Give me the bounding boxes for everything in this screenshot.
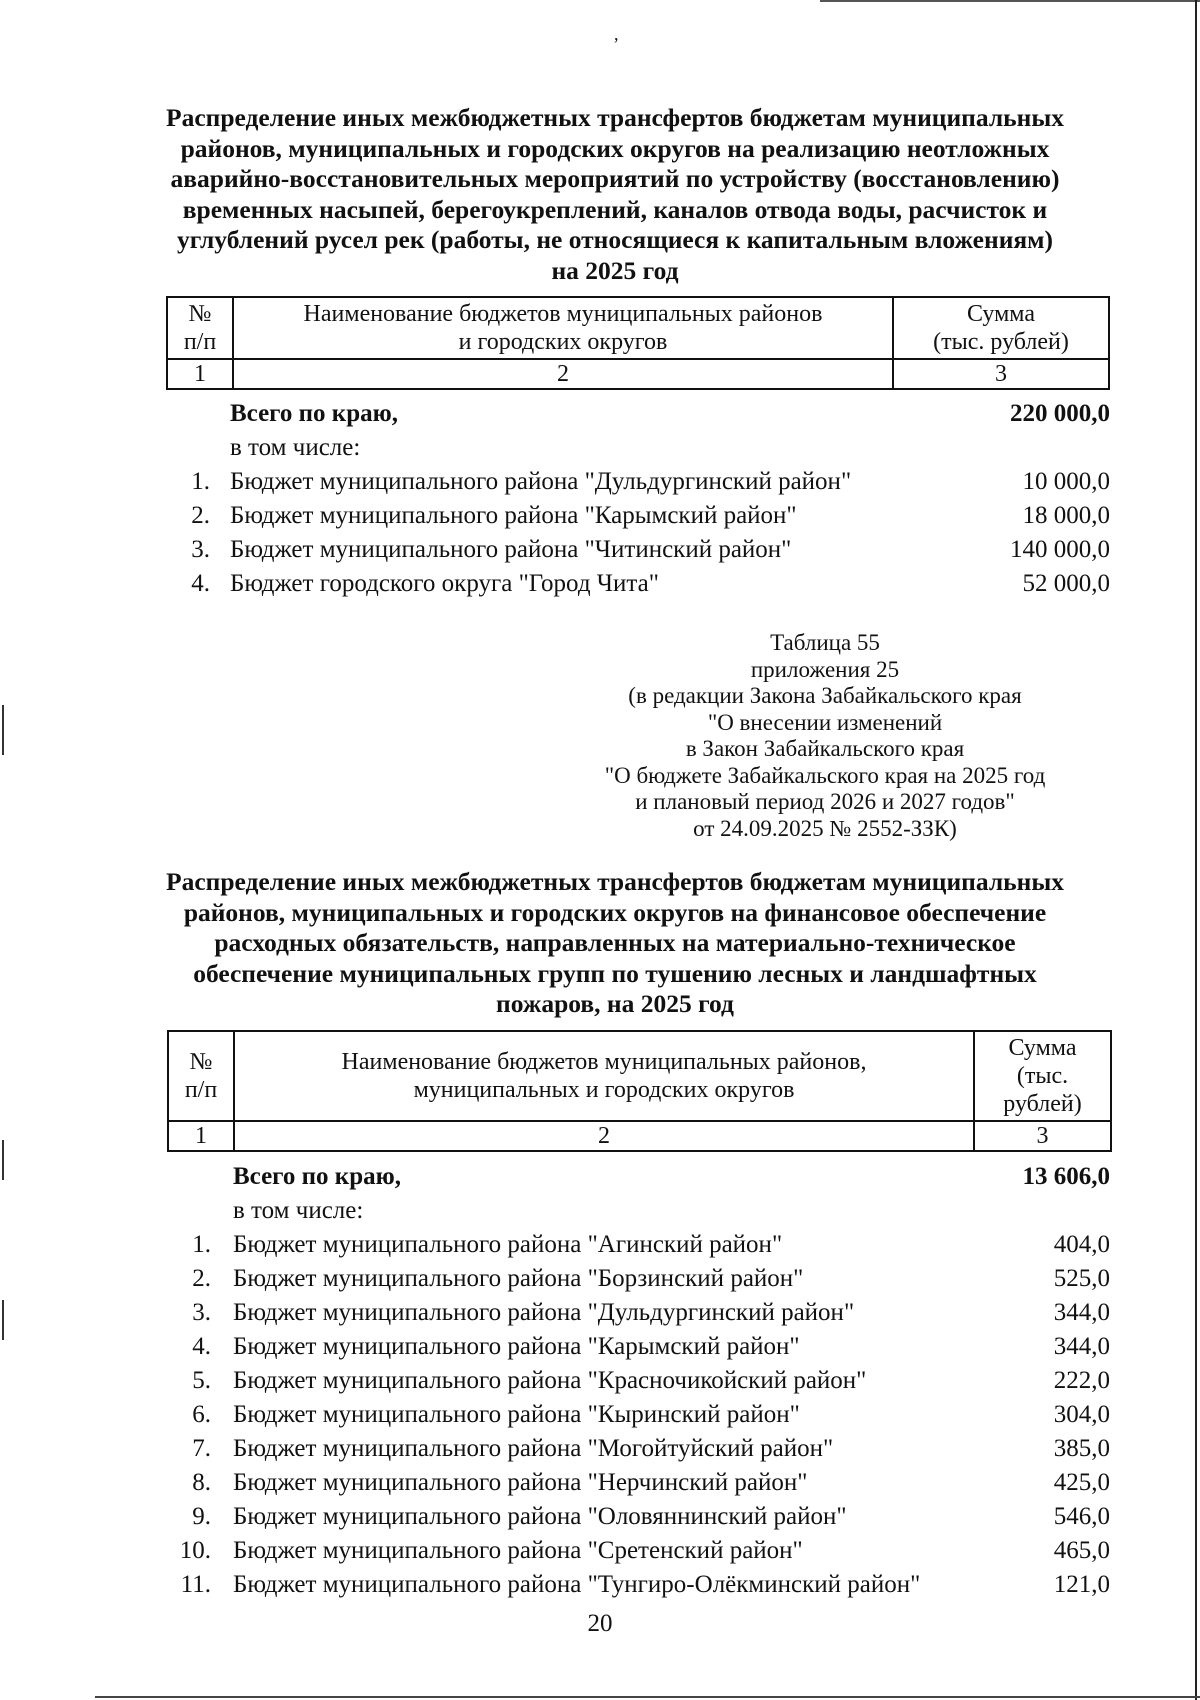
header-col-name: Наименование бюджетов муниципальных районов и городских округов	[233, 297, 893, 359]
title-line: районов, муниципальных и городских округов на финансовое обеспечение	[183, 897, 1047, 927]
row-num: 8.	[192, 1469, 211, 1496]
row-amount: 404,0	[1053, 1231, 1110, 1258]
row-name: Бюджет муниципального района "Оловяннинский район"	[233, 1503, 847, 1530]
title-line: Распределение иных межбюджетных трансфертов бюджетам муниципальных	[166, 103, 1064, 132]
row-amount: 344,0	[1053, 1333, 1110, 1360]
row-name: Бюджет муниципального района "Могойтуйский район"	[233, 1435, 834, 1462]
table-row	[167, 1364, 1110, 1398]
row-name: Бюджет муниципального района "Агинский район"	[233, 1231, 783, 1258]
header-col-sum: Сумма (тыс. рублей)	[893, 297, 1109, 359]
header-index-1: 1	[167, 359, 233, 389]
title-line: обеспечение муниципальных групп по тушению лесных и ландшафтных	[193, 958, 1037, 988]
row-name: Бюджет муниципального района "Дульдургинский район"	[233, 1299, 855, 1326]
appendix-line: от 24.09.2025 № 2552-ЗЗК)	[693, 815, 957, 841]
row-num: 3.	[191, 536, 210, 563]
scan-edge-top	[820, 0, 1200, 2]
row-amount: 525,0	[1053, 1265, 1110, 1292]
scan-mark-left	[2, 1300, 4, 1340]
row-name: Бюджет муниципального района "Читинский район"	[230, 536, 792, 563]
title-line: аварийно-восстановительных мероприятий по устройству (восстановлению)	[170, 164, 1060, 193]
table-row	[166, 499, 1110, 533]
header-index-2: 2	[234, 1121, 974, 1151]
row-name: Бюджет муниципального района "Кыринский район"	[233, 1401, 800, 1428]
row-num: 4.	[191, 570, 210, 597]
row-name: Бюджет муниципального района "Борзинский район"	[233, 1265, 804, 1292]
page-number: 20	[587, 1610, 613, 1637]
including-label: в том числе:	[233, 1197, 364, 1224]
row-num: 4.	[192, 1333, 211, 1360]
table-row	[167, 1568, 1110, 1602]
section2-table-header	[167, 1030, 1112, 1152]
header-index-3: 3	[893, 359, 1109, 389]
scan-mark-left	[2, 705, 4, 755]
top-mark: ,	[614, 24, 619, 44]
table-row	[167, 1466, 1110, 1500]
row-amount: 304,0	[1053, 1401, 1110, 1428]
scan-edge-bottom	[95, 1696, 1200, 1698]
total-value: 13 606,0	[1022, 1163, 1110, 1190]
table-row	[167, 1228, 1110, 1262]
row-name: Бюджет городского округа "Город Чита"	[230, 570, 659, 597]
total-value: 220 000,0	[1010, 400, 1110, 427]
row-name: Бюджет муниципального района "Карымский район"	[233, 1333, 800, 1360]
row-name: Бюджет муниципального района "Нерчинский район"	[233, 1469, 808, 1496]
table-row	[166, 533, 1110, 567]
table-row	[167, 1398, 1110, 1432]
scan-edge-right	[1195, 0, 1197, 1700]
appendix-line: приложения 25	[750, 656, 900, 682]
including-label: в том числе:	[230, 434, 361, 461]
row-num: 10.	[179, 1537, 211, 1564]
row-num: 3.	[192, 1299, 211, 1326]
including-row	[166, 431, 1110, 465]
row-amount: 10 000,0	[1022, 468, 1110, 495]
title-line: временных насыпей, берегоукреплений, каналов отвода воды, расчисток и	[182, 194, 1048, 224]
header-col-num: № п/п	[168, 1031, 234, 1121]
row-amount: 425,0	[1053, 1469, 1110, 1496]
row-num: 11.	[180, 1571, 211, 1598]
total-row	[167, 1160, 1110, 1194]
row-amount: 465,0	[1053, 1537, 1110, 1564]
row-name: Бюджет муниципального района "Сретенский район"	[233, 1537, 803, 1564]
section2-title	[150, 867, 1080, 1020]
row-amount: 121,0	[1053, 1571, 1110, 1598]
title-line: расходных обязательств, направленных на материально-техническое	[214, 928, 1016, 957]
row-amount: 385,0	[1053, 1435, 1110, 1462]
section1-title	[150, 103, 1080, 286]
table-row	[167, 1432, 1110, 1466]
row-name: Бюджет муниципального района "Карымский район"	[230, 502, 797, 529]
header-col-name: Наименование бюджетов муниципальных районов, муниципальных и городских округов	[234, 1031, 974, 1121]
table-row	[166, 465, 1110, 499]
appendix-reference	[560, 630, 1090, 842]
header-col-sum: Сумма (тыс. рублей)	[974, 1031, 1111, 1121]
row-num: 1.	[192, 1231, 211, 1258]
row-num: 5.	[192, 1367, 211, 1394]
table-row	[167, 1296, 1110, 1330]
header-index-2: 2	[233, 359, 893, 389]
total-label: Всего по краю,	[230, 400, 398, 427]
row-num: 7.	[192, 1435, 211, 1462]
table-row	[167, 1262, 1110, 1296]
section2-rows	[167, 1160, 1110, 1602]
table-row	[167, 1534, 1110, 1568]
total-row	[166, 397, 1110, 431]
title-line: пожаров, на 2025 год	[496, 989, 734, 1018]
row-num: 2.	[192, 1265, 211, 1292]
row-num: 9.	[192, 1503, 211, 1530]
header-index-1: 1	[168, 1121, 234, 1151]
header-index-3: 3	[974, 1121, 1111, 1151]
scan-mark-left	[2, 1140, 4, 1180]
row-name: Бюджет муниципального района "Дульдургинский район"	[230, 468, 852, 495]
table-row	[167, 1500, 1110, 1534]
total-label: Всего по краю,	[233, 1163, 401, 1190]
including-row	[167, 1194, 1110, 1228]
row-name: Бюджет муниципального района "Тунгиро-Олёкминский район"	[233, 1571, 921, 1598]
row-amount: 344,0	[1053, 1299, 1110, 1326]
row-amount: 18 000,0	[1022, 502, 1110, 529]
appendix-line: (в редакции Закона Забайкальского края	[628, 683, 1022, 708]
appendix-line: и плановый период 2026 и 2027 годов"	[635, 789, 1015, 814]
row-num: 6.	[192, 1401, 211, 1428]
header-col-num: № п/п	[167, 297, 233, 359]
title-line: Распределение иных межбюджетных трансфертов бюджетам муниципальных	[166, 867, 1064, 896]
title-line: районов, муниципальных и городских округов на реализацию неотложных	[180, 133, 1050, 163]
table-row	[167, 1330, 1110, 1364]
row-num: 2.	[191, 502, 210, 529]
title-line: углублений русел рек (работы, не относящиеся к капитальным вложениям)	[176, 225, 1054, 254]
title-line: на 2025 год	[551, 255, 679, 285]
table-row	[166, 567, 1110, 601]
appendix-line: в Закон Забайкальского края	[685, 736, 965, 761]
row-amount: 222,0	[1053, 1367, 1110, 1394]
section1-table-header	[166, 296, 1110, 390]
appendix-line: Таблица 55	[770, 630, 880, 655]
row-num: 1.	[191, 468, 210, 495]
appendix-line: "О бюджете Забайкальского края на 2025 год	[604, 762, 1046, 788]
row-amount: 52 000,0	[1022, 570, 1110, 597]
row-name: Бюджет муниципального района "Красночикойский район"	[233, 1367, 867, 1394]
appendix-line: "О внесении изменений	[707, 709, 943, 735]
section1-rows	[166, 397, 1110, 601]
row-amount: 546,0	[1053, 1503, 1110, 1530]
row-amount: 140 000,0	[1010, 536, 1110, 563]
